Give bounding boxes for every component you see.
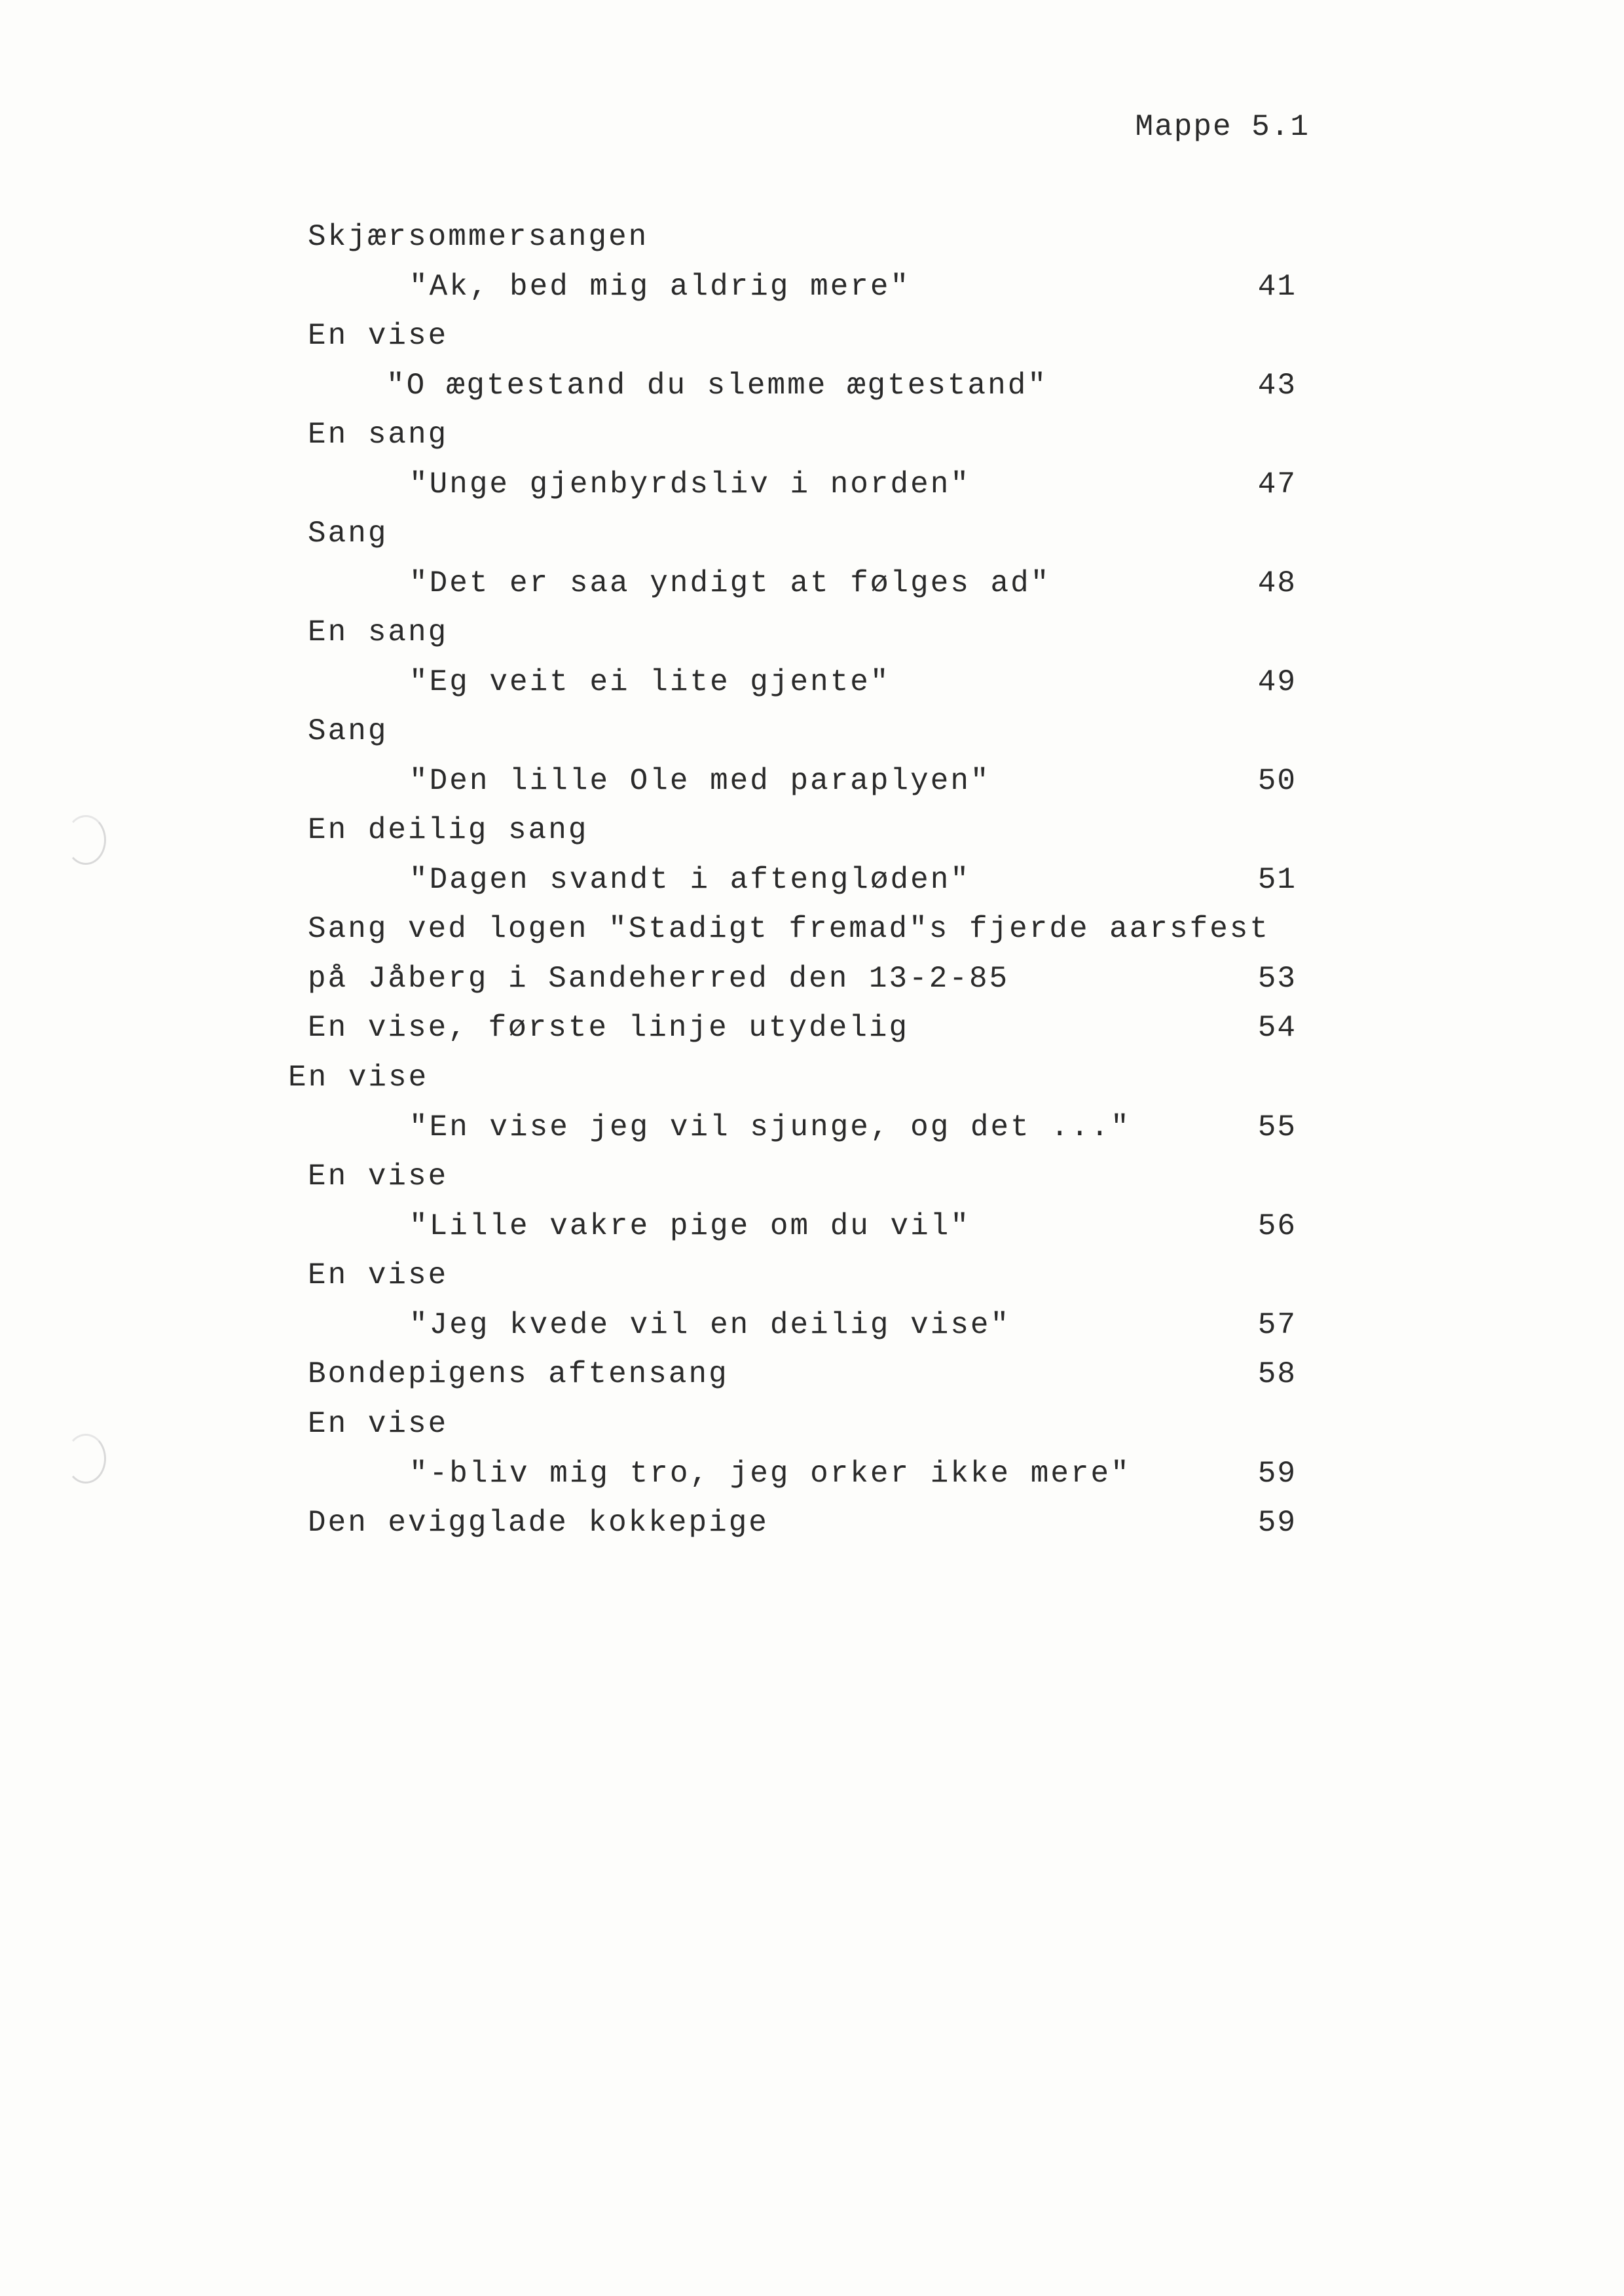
entry-page-number: 58	[1257, 1357, 1297, 1391]
entry-title: Bondepigens aftensang	[308, 1357, 729, 1391]
entry-title: En vise	[288, 1061, 429, 1095]
entry-first-line: "Ak, bed mig aldrig mere"	[409, 270, 911, 304]
entry-page-number: 59	[1257, 1457, 1297, 1491]
entry-page-number: 51	[1257, 863, 1297, 897]
entry-page-number: 47	[1257, 467, 1297, 501]
entry-title: Skjærsommersangen	[308, 220, 649, 254]
entry-title: Sang	[308, 517, 388, 551]
entry-first-line: "Dagen svandt i aftengløden"	[409, 863, 970, 897]
toc-entry	[0, 312, 1624, 410]
entry-title: En sang	[308, 418, 449, 452]
entry-title: Sang	[308, 714, 388, 748]
entry-title: En vise, første linje utydelig	[308, 1011, 910, 1045]
entry-page-number: 59	[1257, 1506, 1297, 1540]
entry-first-line: "Eg veit ei lite gjente"	[409, 665, 891, 699]
entry-first-line: "Jeg kvede vil en deilig vise"	[409, 1308, 1011, 1342]
entry-first-line: "Unge gjenbyrdsliv i norden"	[409, 467, 970, 501]
entry-page-number: 53	[1257, 962, 1297, 996]
toc-entry	[0, 509, 1624, 608]
entry-title: Den evigglade kokkepige	[308, 1506, 769, 1540]
toc-entry	[0, 1053, 1624, 1152]
entry-title: En deilig sang	[308, 813, 589, 847]
toc-entry	[0, 1004, 1624, 1053]
entry-page-number: 54	[1257, 1011, 1297, 1045]
entry-title: En vise	[308, 1407, 449, 1441]
entry-page-number: 49	[1257, 665, 1297, 699]
toc-entry	[0, 608, 1624, 707]
entry-title: En vise	[308, 1258, 449, 1292]
toc-entry	[0, 1400, 1624, 1499]
table-of-contents	[0, 213, 1624, 1548]
entry-first-line: "Lille vakre pige om du vil"	[409, 1209, 970, 1243]
entry-page-number: 55	[1257, 1110, 1297, 1144]
entry-page-number: 50	[1257, 764, 1297, 798]
toc-entry	[0, 806, 1624, 905]
entry-title: Sang ved logen "Stadigt fremad"s fjerde aarsfest	[308, 912, 1270, 946]
toc-entry	[0, 213, 1624, 312]
folder-label: Mappe 5.1	[1135, 110, 1310, 144]
entry-page-number: 41	[1257, 270, 1297, 304]
entry-page-number: 56	[1257, 1209, 1297, 1243]
toc-entry	[0, 1350, 1624, 1400]
entry-first-line: "En vise jeg vil sjunge, og det ..."	[409, 1110, 1131, 1144]
toc-entry	[0, 1152, 1624, 1251]
entry-first-line: "Det er saa yndigt at følges ad"	[409, 566, 1051, 600]
toc-entry	[0, 1251, 1624, 1350]
entry-title: En sang	[308, 615, 449, 649]
entry-page-number: 48	[1257, 566, 1297, 600]
toc-entry	[0, 410, 1624, 509]
entry-first-line: "Den lille Ole med paraplyen"	[409, 764, 991, 798]
entry-first-line: "-bliv mig tro, jeg orker ikke mere"	[409, 1457, 1131, 1491]
toc-entry	[0, 707, 1624, 806]
toc-entry	[0, 905, 1624, 1004]
entry-title: En vise	[308, 319, 449, 353]
entry-title-continued: på Jåberg i Sandeherred den 13-2-85	[308, 962, 1010, 996]
entry-title: En vise	[308, 1159, 449, 1194]
entry-page-number: 43	[1257, 369, 1297, 403]
toc-entry	[0, 1499, 1624, 1548]
entry-page-number: 57	[1257, 1308, 1297, 1342]
entry-first-line: "O ægtestand du slemme ægtestand"	[386, 369, 1048, 403]
